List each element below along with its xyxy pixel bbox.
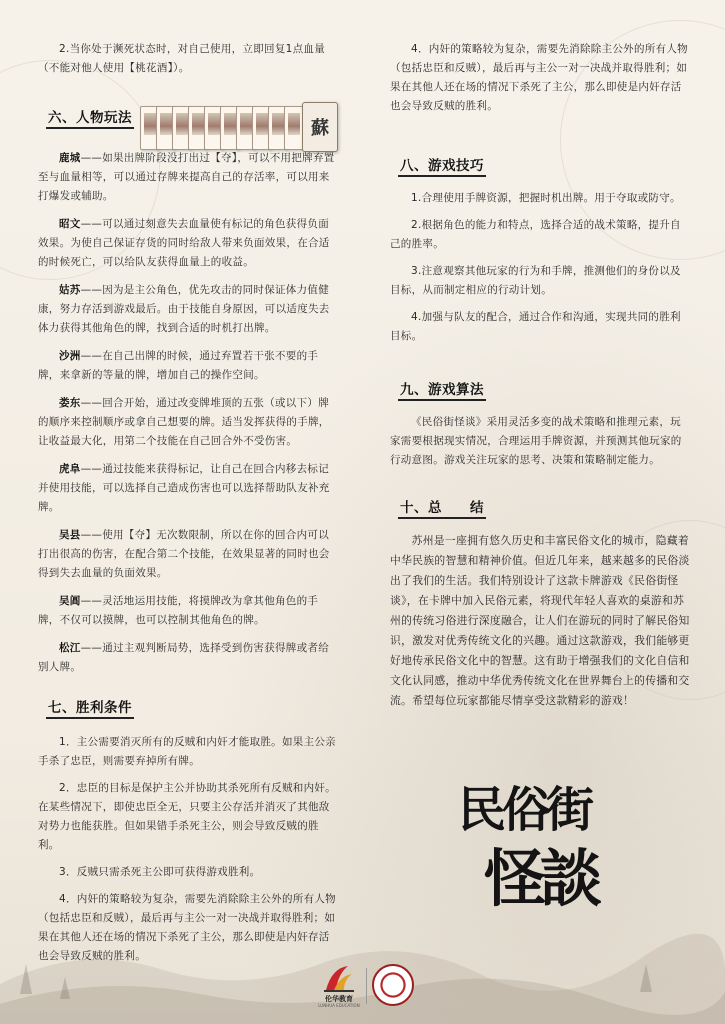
role-description: ——如果出牌阶段没打出过【夺】，可以不用把牌弃置至与血量相等，可以通过存牌来提高自己的存活率，可以用来打爆发或辅助。: [38, 152, 335, 202]
game-tip: 2.根据角色的能力和特点，选择合适的战术策略，提升自己的胜率。: [390, 219, 681, 250]
role-list: [38, 149, 338, 677]
role-description: ——在自己出牌的时候，通过弃置若干张不要的手牌，来拿新的等量的牌，增加自己的操作空间。: [38, 350, 319, 381]
logo-divider: [366, 968, 367, 1004]
role-name: 鹿城: [59, 152, 81, 164]
character-cards-image: [140, 106, 330, 152]
role-name: 昭文: [59, 218, 81, 230]
role-entry: [38, 526, 338, 583]
role-entry: [38, 639, 338, 677]
section-6-title: 六、人物玩法: [46, 106, 134, 129]
role-name: 娄东: [59, 397, 81, 409]
tips-list: [390, 189, 690, 346]
summary-para: 苏州是一座拥有悠久历史和丰富民俗文化的城市，隐藏着中华民族的智慧和精神价值。但近几年来，越来越多的民俗淡出了我们的生活。我们特别设计了这款卡牌游戏《民俗街怪谈》，在卡牌中加入民俗元素，将现代年轻人喜欢的桌游和苏州的传统习俗进行深度融合，让人们在游玩的同时了解民俗知识，激发对优秀传统文化的兴趣。通过这款游戏，我们能够更好地传承民俗文化中的智慧。这有助于增强我们的文化自信和文化认同感，推动中华优秀传统文化在世界舞台上的传播和交流。希望每位玩家都能尽情享受这款精彩的游戏！: [390, 534, 690, 707]
traitor-strategy-para: 4．内奸的策略较为复杂，需要先消除除主公外的所有人物（包括忠臣和反贼），最后再与主公一对一决战并取得胜利；如果在其他人还在场的情况下杀死了主公，那么即使是内奸存活也会导致反贼的胜利。: [390, 43, 688, 112]
section-7-title: 七、胜利条件: [46, 696, 134, 719]
role-description: ——通过主观判断局势，选择受到伤害获得牌或者给别人牌。: [38, 642, 330, 673]
section-9-title: 九、游戏算法: [398, 378, 486, 401]
left-column: [38, 40, 338, 974]
role-entry: [38, 460, 338, 517]
role-entry: [38, 394, 338, 451]
algorithm-para: 《民俗街怪谈》采用灵活多变的战术策略和推理元素，玩家需要根据现实情况，合理运用手牌资源，并预测其他玩家的行动意图。游戏关注玩家的思考、决策和策略制定能力。: [390, 416, 682, 466]
role-description: ——通过技能来获得标记，让自己在回合内移去标记并使用技能，可以选择自己造成伤害也可以选择帮助队友补充牌。: [38, 463, 330, 513]
role-entry: [38, 347, 338, 385]
role-entry: [38, 149, 338, 206]
role-name: 吴阊: [59, 595, 81, 607]
school-seal-icon: [372, 964, 414, 1006]
role-entry: [38, 281, 338, 338]
footer-logos: [316, 960, 416, 1020]
victory-condition: 3．反贼只需杀死主公即可获得游戏胜利。: [59, 866, 261, 878]
brand-line-1: 民俗街: [458, 782, 591, 838]
game-tip: 4.加强与队友的配合，通过合作和沟通，实现共同的胜利目标。: [390, 311, 681, 342]
role-description: ——使用【夺】无次数限制，所以在你的回合内可以打出很高的伤害，在配合第二个技能，在效果显著的同时也会得到失去血量的负面效果。: [38, 529, 330, 579]
brand-line-2: 怪談: [484, 842, 597, 915]
role-description: ——因为是主公角色，优先攻击的同时保证体力值健康，努力存活到游戏最后。由于技能自身原因，可以适度失去体力获得其他角色的牌，找到合适的时机打出牌。: [38, 284, 330, 334]
role-name: 虎阜: [59, 463, 81, 475]
brand-calligraphy: [450, 782, 640, 922]
lunhua-logo-icon: [322, 964, 356, 994]
victory-list: [38, 733, 338, 966]
victory-condition: 4．内奸的策略较为复杂，需要先消除除主公外的所有人物（包括忠臣和反贼），最后再与主公一对一决战并取得胜利；如果在其他人还在场的情况下杀死了主公，那么即使是内奸存活也会导致反贼的胜利。: [38, 893, 336, 962]
lunhua-logo-subtext: LUNHUA EDUCATION: [318, 1003, 360, 1008]
game-tip: 3.注意观察其他玩家的行为和手牌，推测他们的身份以及目标，从而制定相应的行动计划。: [390, 265, 681, 296]
right-column: [390, 40, 690, 719]
role-name: 沙洲: [59, 350, 81, 362]
peach-wine-rule: 2.当你处于濒死状态时，对自己使用，立即回复1点血量（不能对他人使用【桃花酒】）。: [38, 43, 325, 74]
victory-condition: 1．主公需要消灭所有的反贼和内奸才能取胜。如果主公亲手杀了忠臣，则需要弃掉所有牌。: [38, 736, 336, 767]
role-name: 松江: [59, 642, 81, 654]
role-entry: [38, 592, 338, 630]
role-description: ——可以通过刻意失去血量使有标记的角色获得负面效果。为使自己保证存货的同时给敌人带来负面效果，在合适的时候死亡，可以给队友获得血量上的收益。: [38, 218, 330, 268]
section-8-title: 八、游戏技巧: [398, 154, 486, 177]
role-description: ——灵活地运用技能，将摸牌改为拿其他角色的手牌，不仅可以摸牌，也可以控制其他角色的牌。: [38, 595, 319, 626]
role-description: ——回合开始，通过改变牌堆顶的五张（或以下）牌的顺序来控制顺序或拿自己想要的牌。适当发挥获得的手牌，让收益最大化，用第二个技能在自己回合外不受伤害。: [38, 397, 330, 447]
section-10-title: 十、总 结: [398, 496, 486, 519]
role-name: 姑苏: [59, 284, 81, 296]
victory-condition: 2．忠臣的目标是保护主公并协助其杀死所有反贼和内奸。在某些情况下，即使忠臣全无，只要主公存活并消灭了其他敌对势力也能获胜。但如果错手杀死主公，则会导致反贼的胜利。: [38, 782, 336, 851]
role-entry: [38, 215, 338, 272]
role-name: 吴县: [59, 529, 81, 541]
card-back-su: 蘇: [302, 102, 338, 152]
lunhua-logo-text: 伦华教育: [325, 995, 353, 1003]
game-tip: 1.合理使用手牌资源，把握时机出牌。用于夺取或防守。: [411, 192, 681, 204]
card-image: [284, 106, 304, 150]
